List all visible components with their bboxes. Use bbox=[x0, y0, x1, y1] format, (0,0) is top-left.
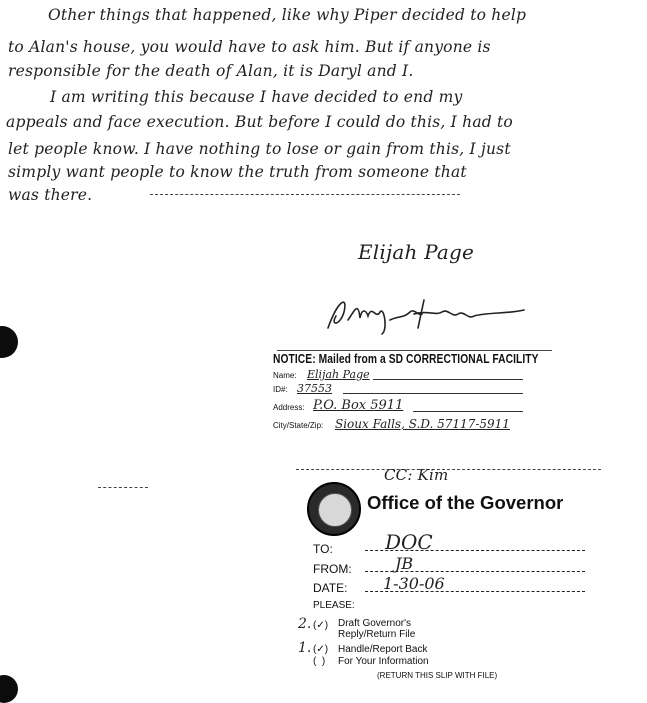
option3-checkbox: ( ) bbox=[313, 656, 326, 667]
margin-dash-mark bbox=[98, 487, 148, 488]
office-title: Office of the Governor bbox=[367, 492, 564, 513]
option2-checkbox: (✓) bbox=[313, 644, 329, 655]
state-seal-icon bbox=[307, 482, 361, 536]
option1-label: Draft Governor's bbox=[338, 618, 412, 629]
letter-line: I am writing this because I have decided to end my bbox=[50, 88, 463, 106]
notice-name-row bbox=[273, 366, 558, 382]
option2-label: Handle/Report Back bbox=[338, 644, 428, 655]
option1-checkbox: (✓) bbox=[313, 620, 329, 631]
date-label: DATE: bbox=[313, 581, 348, 595]
notice-top-rule bbox=[277, 350, 552, 351]
cc-dashed-rule bbox=[296, 469, 601, 470]
letter-line: appeals and face execution. But before I could do this, I had to bbox=[6, 113, 513, 131]
notice-number-row bbox=[273, 382, 558, 396]
from-value: JB bbox=[395, 554, 414, 573]
please-label: PLEASE: bbox=[313, 600, 355, 611]
notice-title: NOTICE: Mailed from a SD CORRECTIONAL FACILITY bbox=[273, 352, 539, 366]
to-label: TO: bbox=[313, 542, 333, 556]
option1-label2: Reply/Return File bbox=[338, 629, 416, 640]
date-value: 1-30-06 bbox=[383, 574, 445, 593]
notice-name-label: Name: bbox=[273, 371, 297, 380]
option2-number: 1. bbox=[298, 640, 312, 656]
date-line bbox=[365, 591, 585, 592]
notice-name-line bbox=[373, 379, 523, 380]
from-label: FROM: bbox=[313, 562, 352, 576]
notice-number-line bbox=[343, 393, 523, 394]
printed-name: Elijah Page bbox=[358, 240, 475, 264]
notice-address-line bbox=[413, 411, 523, 412]
option3-label: For Your Information bbox=[338, 656, 429, 667]
punch-hole-bottom bbox=[0, 675, 18, 703]
notice-city-value: Sioux Falls, S.D. 57117-5911 bbox=[335, 417, 510, 431]
option1-number: 2. bbox=[298, 616, 312, 632]
letter-line: to Alan's house, you would have to ask him. But if anyone is bbox=[8, 38, 491, 56]
notice-number-label: ID#: bbox=[273, 385, 288, 394]
letter-line: simply want people to know the truth from someone that bbox=[8, 163, 467, 181]
cc-note: CC: Kim bbox=[384, 466, 449, 484]
signature bbox=[318, 290, 538, 340]
punch-hole-top bbox=[0, 326, 18, 358]
letter-line: Other things that happened, like why Piper decided to help bbox=[48, 6, 527, 24]
notice-address-label: Address: bbox=[273, 403, 305, 412]
letter-line: was there. bbox=[8, 186, 93, 204]
notice-city-label: City/State/Zip: bbox=[273, 421, 324, 430]
notice-address-value: P.O. Box 5911 bbox=[313, 398, 404, 413]
notice-number-value: 37553 bbox=[297, 382, 332, 395]
notice-address-row bbox=[273, 396, 558, 414]
notice-city-row bbox=[273, 414, 558, 432]
notice-name-value: Elijah Page bbox=[307, 368, 370, 381]
letter-underline bbox=[150, 194, 460, 195]
to-line bbox=[365, 550, 585, 551]
from-line bbox=[365, 571, 585, 572]
slip-footer: (RETURN THIS SLIP WITH FILE) bbox=[377, 671, 498, 680]
correctional-notice-stamp bbox=[273, 352, 558, 432]
letter-line: responsible for the death of Alan, it is Daryl and I. bbox=[8, 62, 414, 80]
to-value: DOC bbox=[385, 530, 433, 554]
letter-line: let people know. I have nothing to lose or gain from this, I just bbox=[8, 140, 511, 158]
